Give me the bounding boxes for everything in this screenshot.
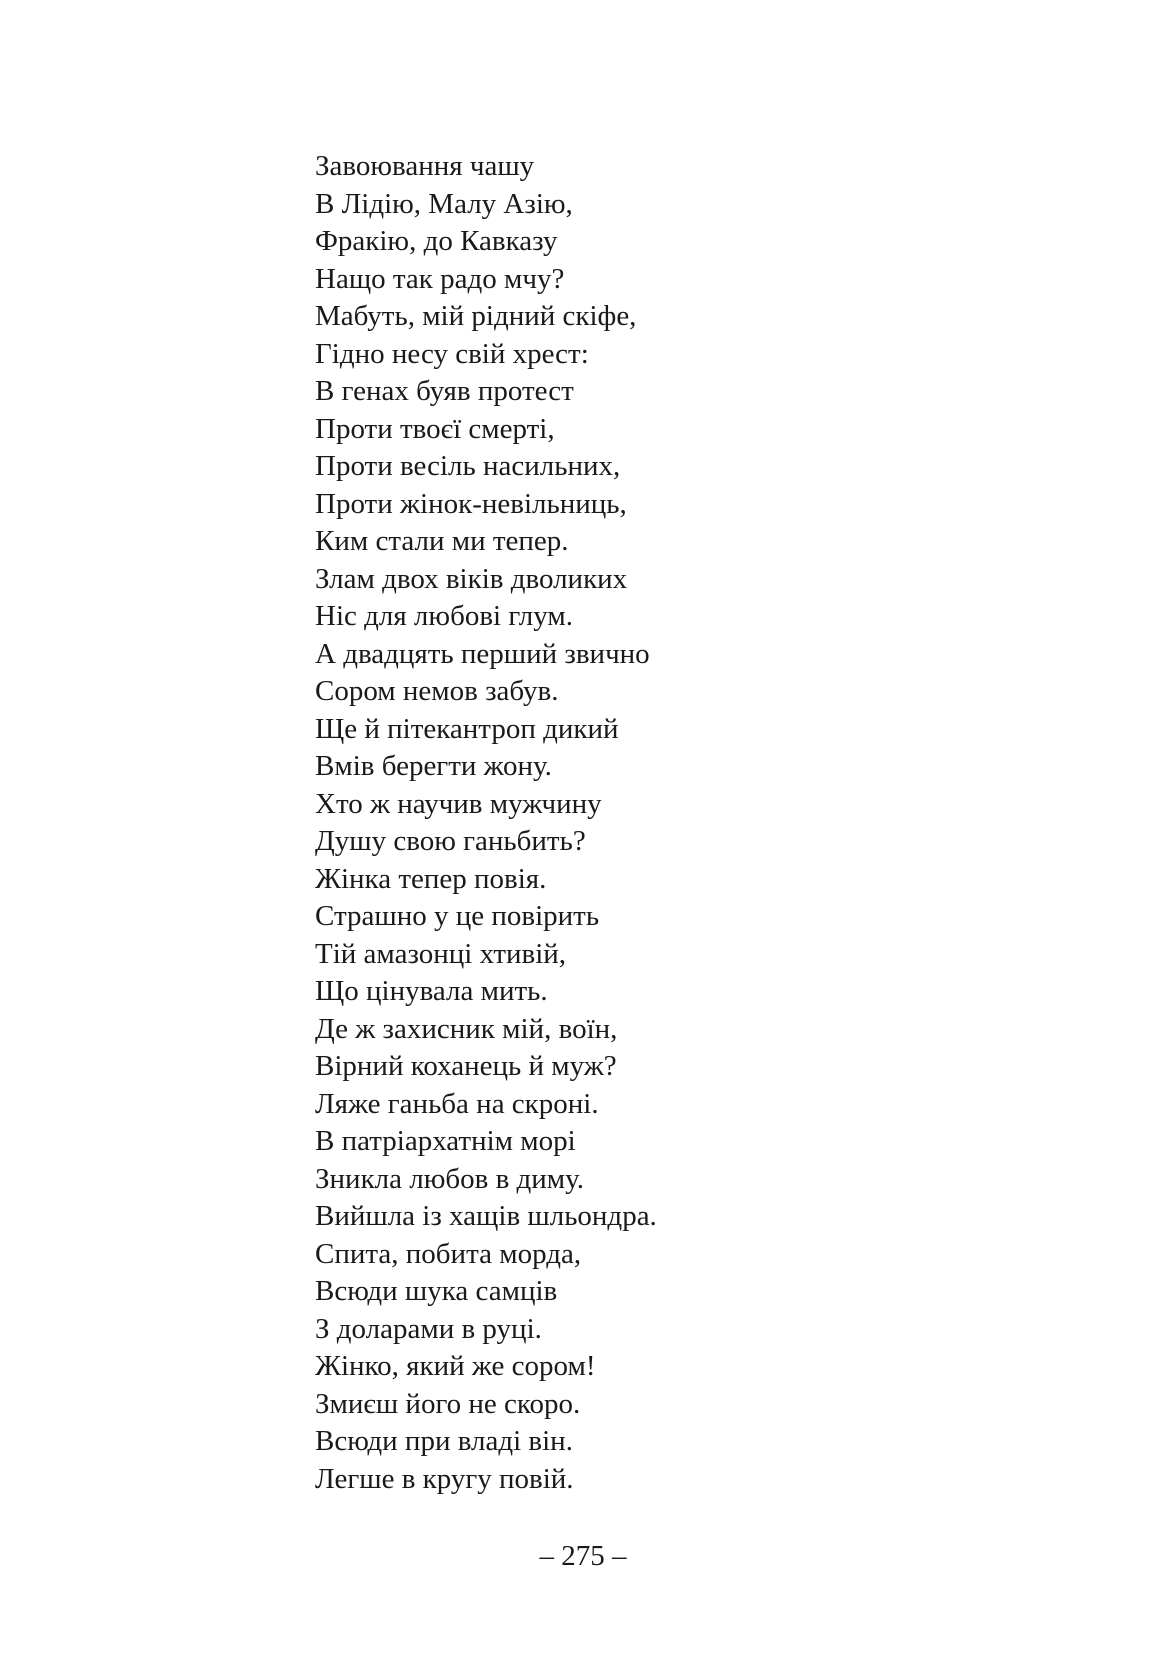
poem-line: Проти твоєї смерті, [315,412,555,445]
poem-line: А двадцять перший звично [315,637,650,670]
poem-line: З доларами в руці. [315,1312,542,1345]
poem-line: Ляже ганьба на скроні. [315,1087,599,1120]
poem-line: Що цінувала мить. [315,975,548,1007]
poem-line: Тій амазонці хтивій, [315,937,567,970]
poem-line: Вмів берегти жону. [315,750,552,782]
poem-line: В Лідію, Малу Азію, [315,187,573,220]
poem-line: Всюди шука самців [315,1275,558,1307]
poem-line: В генах буяв протест [315,375,574,407]
poem-line: Страшно у це повірить [315,900,600,932]
poem-line: Гідно несу свій хрест: [315,337,589,370]
poem-line: Сором немов забув. [315,675,559,707]
poem-line: Мабуть, мій рідний скіфе, [315,300,637,332]
poem-line: Змиєш його не скоро. [315,1387,581,1420]
poem-line: Жінка тепер повія. [315,862,547,895]
poem-line: Спита, побита морда, [315,1237,582,1270]
poem-line: Проти жінок-невільниць, [315,487,627,520]
poem-line: Вийшла із хащів шльондра. [315,1200,657,1232]
poem-line: Завоювання чашу [315,150,535,182]
poem-line: Ніс для любові глум. [315,600,573,632]
poem-text [315,148,657,1498]
poem-line: Злам двох віків дволиких [315,562,628,595]
poem-line: Проти весіль насильних, [315,450,621,482]
page-number: – 275 – [539,1540,627,1572]
poem-line: Нащо так радо мчу? [315,262,565,295]
poem-line: Душу свою ганьбить? [315,825,586,857]
poem-line: Зникла любов в диму. [315,1162,585,1195]
poem-line: Легше в кругу повій. [315,1462,574,1495]
poem-line: Вірний коханець й муж? [315,1050,617,1082]
poem-line: Ким стали ми тепер. [315,525,569,557]
poem-line: Фракію, до Кавказу [315,225,558,257]
poem-line: Всюди при владі він. [315,1425,573,1457]
poem-line: Хто ж научив мужчину [315,787,602,820]
poem-line: Ще й пітекантроп дикий [315,712,619,745]
poem-line: Жінко, який же сором! [315,1350,596,1382]
poem-line: Де ж захисник мій, воїн, [315,1012,618,1045]
poem-line: В патріархатнім морі [315,1125,576,1157]
